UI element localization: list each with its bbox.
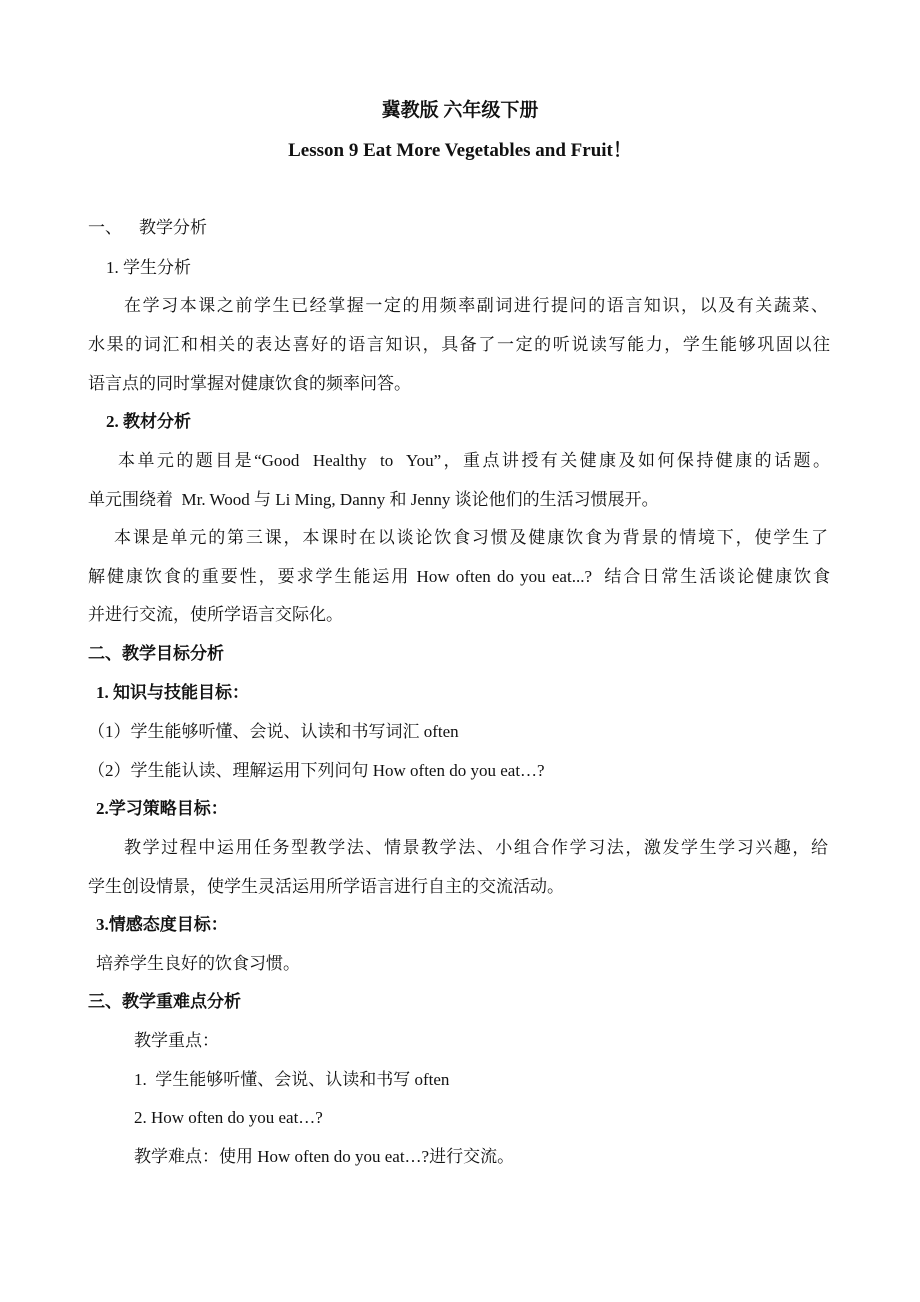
paragraph-line: 本单元的题目是“Good Healthy to You”，重点讲授有关健康及如何保持健康的话题。	[118, 451, 830, 470]
list-item: （2）学生能认读、理解运用下列问句 How often do you eat…?	[88, 761, 545, 780]
document-title-cn: 冀教版 六年级下册	[381, 100, 539, 121]
subsection-heading-knowledge-skills: 1. 知识与技能目标：	[96, 683, 249, 702]
paragraph-line: 本课是单元的第三课，本课时在以谈论饮食习惯及健康饮食为背景的情境下，使学生了	[114, 528, 828, 547]
paragraph-line: 并进行交流，使所学语言交际化。	[88, 605, 343, 624]
paragraph-line: 培养学生良好的饮食习惯。	[96, 954, 300, 973]
paragraph-line: 在学习本课之前学生已经掌握一定的用频率副词进行提问的语言知识，以及有关蔬菜、	[124, 296, 828, 315]
key-point-item: 2. How often do you eat…?	[134, 1108, 323, 1127]
subsection-heading-textbook-analysis: 2. 教材分析	[106, 412, 191, 431]
paragraph-line: 解健康饮食的重要性，要求学生能运用 How often do you eat...? 结合日常生活谈论健康饮食	[88, 567, 830, 586]
key-points-heading: 教学重点：	[134, 1031, 219, 1050]
paragraph-line: 教学过程中运用任务型教学法、情景教学法、小组合作学习法，激发学生学习兴趣，给	[124, 838, 828, 857]
section-heading-3: 三、教学重难点分析	[88, 992, 241, 1011]
difficulty-point: 教学难点：使用 How often do you eat…?进行交流。	[134, 1147, 515, 1166]
paragraph-line: 学生创设情景，使学生灵活运用所学语言进行自主的交流活动。	[88, 877, 564, 896]
subsection-heading-emotional-attitude: 3.情感态度目标：	[96, 915, 228, 934]
paragraph-line: 语言点的同时掌握对健康饮食的频率问答。	[88, 374, 411, 393]
key-point-item: 1. 学生能够听懂、会说、认读和书写 often	[134, 1070, 450, 1089]
document-title-en: Lesson 9 Eat More Vegetables and Fruit！	[288, 140, 632, 161]
list-item: （1）学生能够听懂、会说、认读和书写词汇 often	[88, 722, 459, 741]
subsection-heading-learning-strategy: 2.学习策略目标：	[96, 799, 228, 818]
section-heading-1: 一、 教学分析	[88, 218, 207, 237]
paragraph-line: 水果的词汇和相关的表达喜好的语言知识，具备了一定的听说读写能力，学生能够巩固以往	[88, 335, 830, 354]
section-heading-2: 二、教学目标分析	[88, 644, 224, 663]
paragraph-line: 单元围绕着 Mr. Wood 与 Li Ming, Danny 和 Jenny 谈论他们的生活习惯展开。	[88, 490, 659, 509]
subsection-heading-student-analysis: 1. 学生分析	[106, 258, 191, 277]
